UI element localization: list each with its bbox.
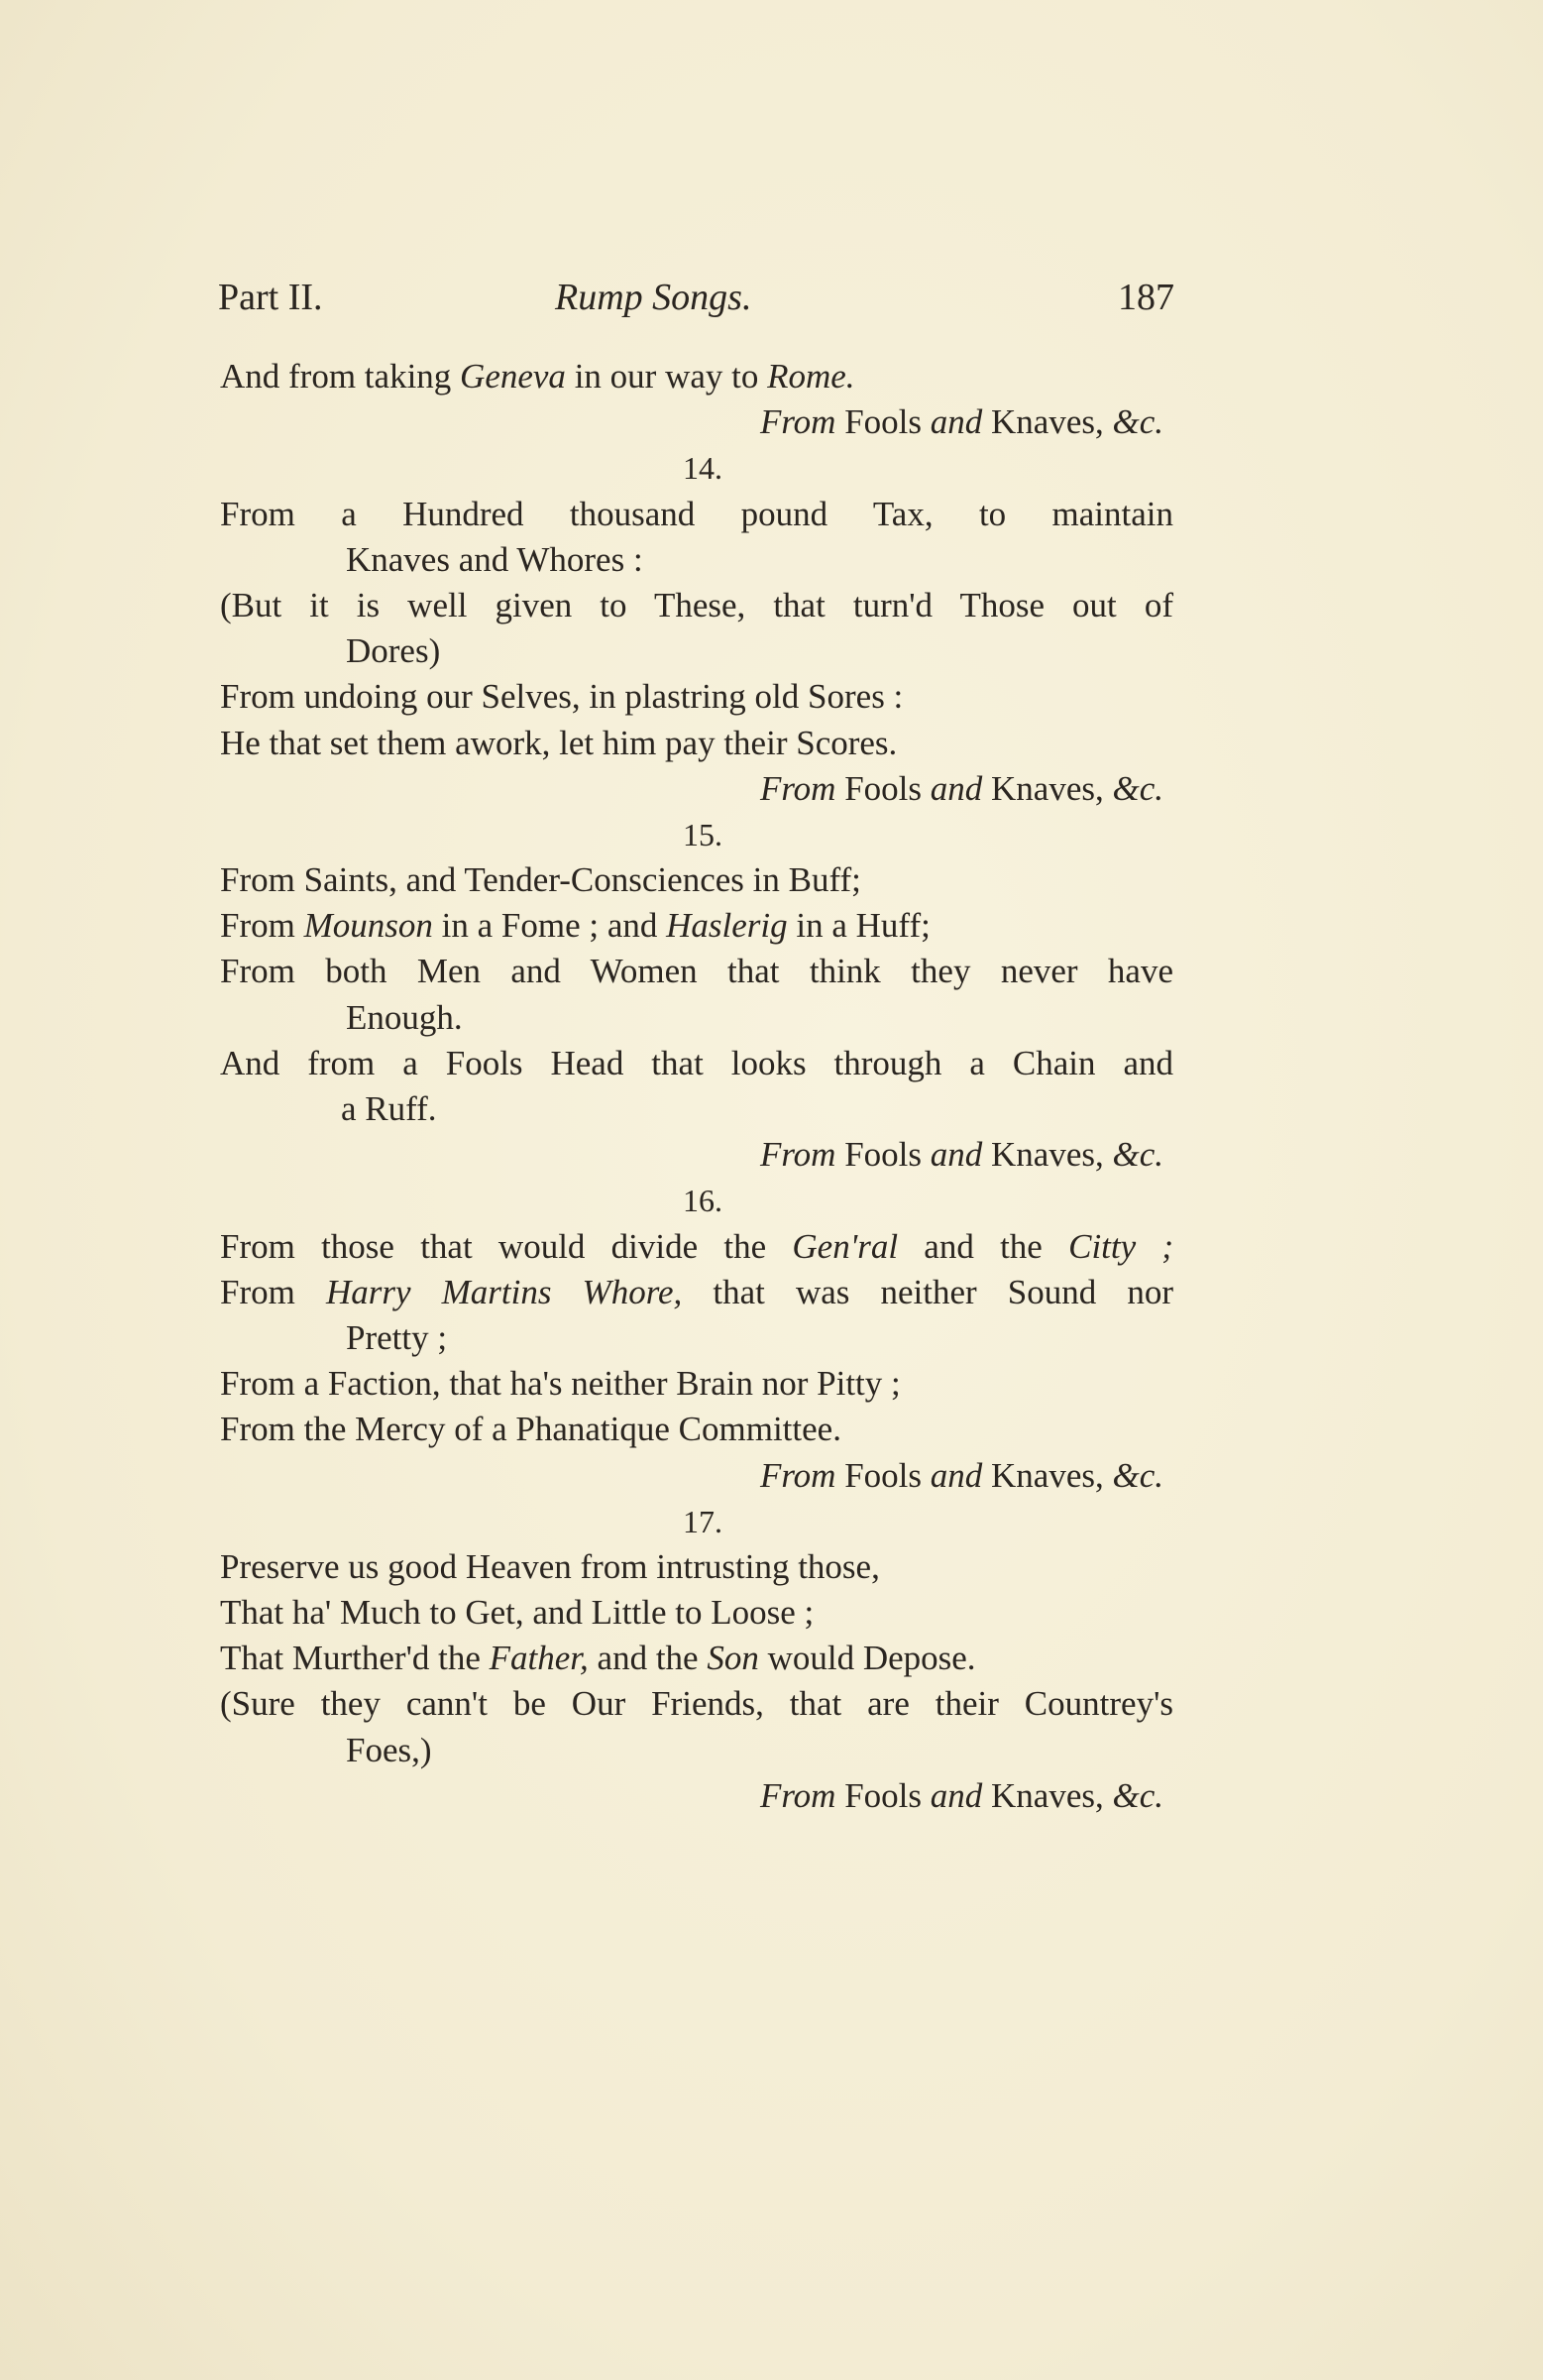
verse-line: a Ruff.: [341, 1089, 437, 1128]
header-title: Rump Songs.: [555, 277, 752, 318]
verse-line: Pretty ;: [346, 1317, 448, 1357]
verse-line: Enough.: [346, 997, 463, 1037]
refrain-line: From Fools and Knaves, &c.: [759, 1455, 1163, 1495]
poem-body: [220, 354, 1173, 1819]
refrain-line: From Fools and Knaves, &c.: [759, 1135, 1163, 1175]
verse-line: From Harry Martins Whore, that was neither Sound nor: [220, 1272, 1173, 1311]
stanza-number: 17.: [683, 1503, 722, 1539]
verse-line: He that set them awork, let him pay their Scores.: [220, 723, 898, 762]
verse-line: From those that would divide the Gen'ral and the Citty ;: [220, 1226, 1174, 1266]
stanza-number: 16.: [683, 1183, 722, 1219]
stanza-number: 15.: [683, 816, 722, 852]
refrain-line: From Fools and Knaves, &c.: [759, 768, 1163, 808]
verse-line: (Sure they cann't be Our Friends, that are their Countrey's: [220, 1684, 1173, 1724]
verse-line: That Murther'd the Father, and the Son would Depose.: [220, 1639, 976, 1678]
verse-line: Knaves and Whores :: [346, 539, 643, 579]
running-header: [218, 276, 1174, 345]
verse-line: That ha' Much to Get, and Little to Loose ;: [220, 1593, 815, 1633]
verse-line: From Mounson in a Fome ; and Haslerig in a Huff;: [220, 906, 931, 946]
verse-line: From Saints, and Tender-Consciences in Buff;: [220, 860, 861, 900]
verse-line: From a Hundred thousand pound Tax, to maintain: [220, 494, 1173, 533]
verse-line: From the Mercy of a Phanatique Committee.: [220, 1410, 841, 1449]
verse-line: From both Men and Women that think they never have: [220, 952, 1173, 991]
refrain-line: From Fools and Knaves, &c.: [759, 1775, 1163, 1815]
verse-line: Foes,): [346, 1730, 432, 1769]
refrain-line: From Fools and Knaves, &c.: [759, 402, 1163, 442]
verse-line: (But it is well given to These, that turn'd Those out of: [220, 585, 1173, 624]
stanza-number: 14.: [683, 450, 722, 487]
verse-line: And from a Fools Head that looks through a Chain and: [220, 1043, 1173, 1082]
verse-line: Dores): [346, 631, 441, 671]
verse-line: From undoing our Selves, in plastring old Sores :: [220, 677, 904, 717]
page-number: 187: [1118, 277, 1174, 318]
verse-line: From a Faction, that ha's neither Brain nor Pitty ;: [220, 1364, 901, 1404]
verse-line: Preserve us good Heaven from intrusting those,: [220, 1546, 880, 1586]
verse-line: And from taking Geneva in our way to Rome.: [220, 357, 855, 396]
header-part: Part II.: [218, 277, 323, 318]
